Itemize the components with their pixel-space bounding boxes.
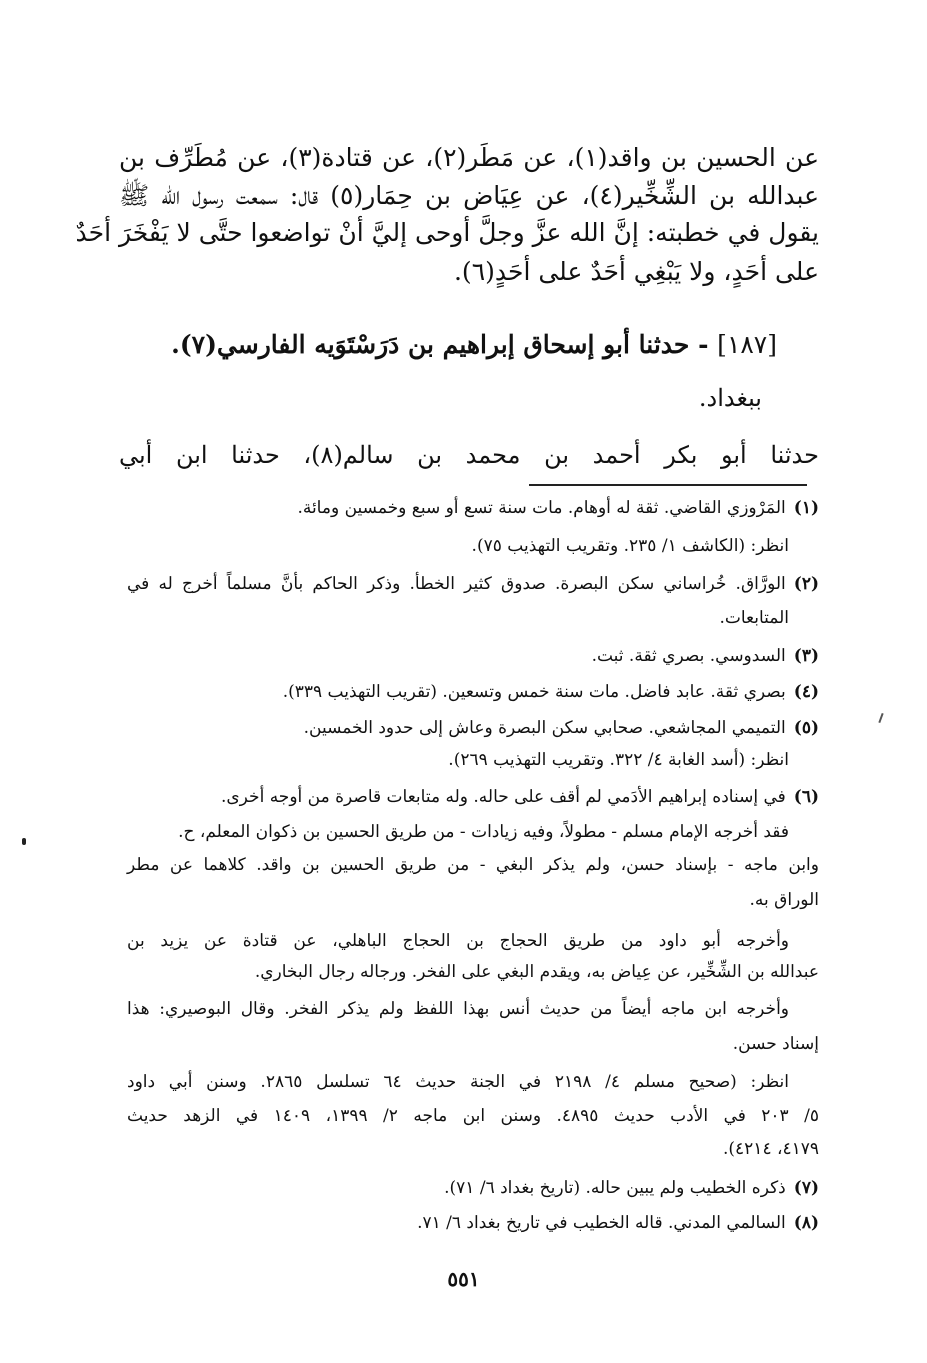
footnote-6-line-10: ٥/ ٢٠٣ في الأدب حديث ٤٨٩٥. وسنن ابن ماجه ٢/ ١٣٩٩، ١٤٠٩ في الزهد حديث [127, 1106, 820, 1126]
footnote-mark: (٥) [793, 718, 819, 738]
footnote-3 [127, 644, 819, 669]
footnote-6-line-11: ٤١٧٩، ٤٢١٤). [723, 1139, 819, 1159]
footnote-6 [127, 785, 819, 810]
footnote-text: ذكره الخطيب ولم يبين حاله. (تاريخ بغداد ٦/ ٧١). [444, 1178, 786, 1198]
chain-line: حدثنا أبو بكر أحمد بن محمد بن سالم(٨)، حدثنا ابن أبي [119, 441, 819, 469]
footnote-text: السالمي المدني. قاله الخطيب في تاريخ بغداد ٦/ ٧١. [417, 1213, 786, 1233]
footnote-6-line-8: إسناد حسن. [732, 1034, 819, 1054]
footnote-mark: (٤) [793, 682, 819, 702]
main-text-line-1: عن الحسين بن واقد(١)، عن مَطَر(٢)، عن قتادة(٣)، عن مُطَرِّف بن [119, 143, 819, 172]
footnote-4 [127, 680, 819, 705]
footnote-mark: (٢) [793, 574, 819, 594]
footnote-text: في إسناده إبراهيم الأدَمي لم أقف على حاله. وله متابعات قاصرة من أوجه أخرى. [220, 787, 786, 807]
footnote-1 [127, 496, 819, 521]
footnote-text: المَرْوزي القاضي. ثقة له أوهام. مات سنة تسع أو سبع وخمسين ومائة. [297, 498, 786, 518]
footnote-2-cont: المتابعات. [719, 608, 789, 628]
footnote-6-line-3: وابن ماجه - بإسناد حسن، ولم يذكر البغي - من طريق الحسين بن واقد. كلاهما عن مطر [127, 855, 819, 875]
scan-mark [22, 838, 26, 845]
footnote-text: السدوسي. بصري ثقة. ثبت. [591, 646, 786, 666]
hadith-header [171, 330, 777, 359]
footnote-mark: (٣) [793, 646, 819, 666]
footnote-8 [127, 1211, 819, 1236]
footnote-6-line-2: فقد أخرجه الإمام مسلم - مطولاً، وفيه زيادات - من طريق الحسين بن ذكوان المعلم، ح. [178, 822, 789, 842]
main-text-line-3: يقول في خطبته: إنَّ الله عزَّ وجلَّ أوحى إليَّ أنْ تواضعوا حتَّى لا يَفْخَرَ أحَدٌ [75, 218, 819, 247]
footnote-2 [127, 572, 819, 597]
footnote-6-line-6: عبدالله بن الشِّخِّير، عن عِياض به، ويقدم البغي على الفخر. ورجاله رجال البخاري. [254, 962, 819, 982]
footnote-6-line-9: انظر: (صحيح مسلم ٤/ ٢١٩٨ في الجنة حديث ٦٤ تسلسل ٢٨٦٥. وسنن أبي داود [127, 1072, 790, 1092]
footnote-mark: (٦) [793, 787, 819, 807]
footnote-1-ref: انظر: (الكاشف ١/ ٢٣٥. وتقريب التهذيب ٧٥). [471, 536, 789, 556]
main-text-line-4: على أحَدٍ، ولا يَبْغِي أحَدٌ على أحَدٍ(٦). [453, 257, 819, 286]
footnote-mark: (٧) [793, 1178, 819, 1198]
footnote-mark: (٨) [793, 1213, 819, 1233]
footnote-5-ref: انظر: (أسد الغابة ٤/ ٣٢٢. وتقريب التهذيب ٢٦٩). [448, 750, 789, 770]
footnote-6-line-7: وأخرجه ابن ماجه أيضاً من حديث أنس بهذا اللفظ ولم يذكر الفخر. وقال البوصيري: هذا [127, 999, 789, 1019]
page-number: ٥٥١ [447, 1267, 480, 1291]
footnote-5 [127, 716, 819, 741]
hadith-number: [١٨٧] [717, 330, 777, 359]
hadith-narrator: - حدثنا أبو إسحاق إبراهيم بن دَرَسْتَوَيه الفارسي(٧). [171, 330, 709, 359]
footnote-6-line-5: وأخرجه أبو داود من طريق الحجاج بن الحجاج الباهلي، عن قتادة عن يزيد بن [127, 931, 789, 951]
footnote-text: الورَّاق. خُراساني سكن البصرة. صدوق كثير الخطأ. وذكر الحاكم بأنَّ مسلماً أخرج له في [127, 574, 786, 594]
footnote-7 [127, 1176, 819, 1201]
footnote-separator [529, 484, 807, 486]
city-line: ببغداد. [698, 384, 762, 412]
footnote-text: التميمي المجاشعي. صحابي سكن البصرة وعاش إلى حدود الخمسين. [303, 718, 786, 738]
footnote-6-line-4: الوراق به. [749, 890, 819, 910]
main-text-line-2: عبدالله بن الشِّخِّير(٤)، عن عِيَاض بن حِمَار(٥) قال: سمعت رسول الله ﷺ [119, 181, 819, 210]
footnote-mark: (١) [793, 498, 819, 518]
scan-mark [878, 713, 883, 723]
footnote-text: بصري ثقة. عابد فاضل. مات سنة خمس وتسعين. (تقريب التهذيب ٣٣٩). [282, 682, 786, 702]
